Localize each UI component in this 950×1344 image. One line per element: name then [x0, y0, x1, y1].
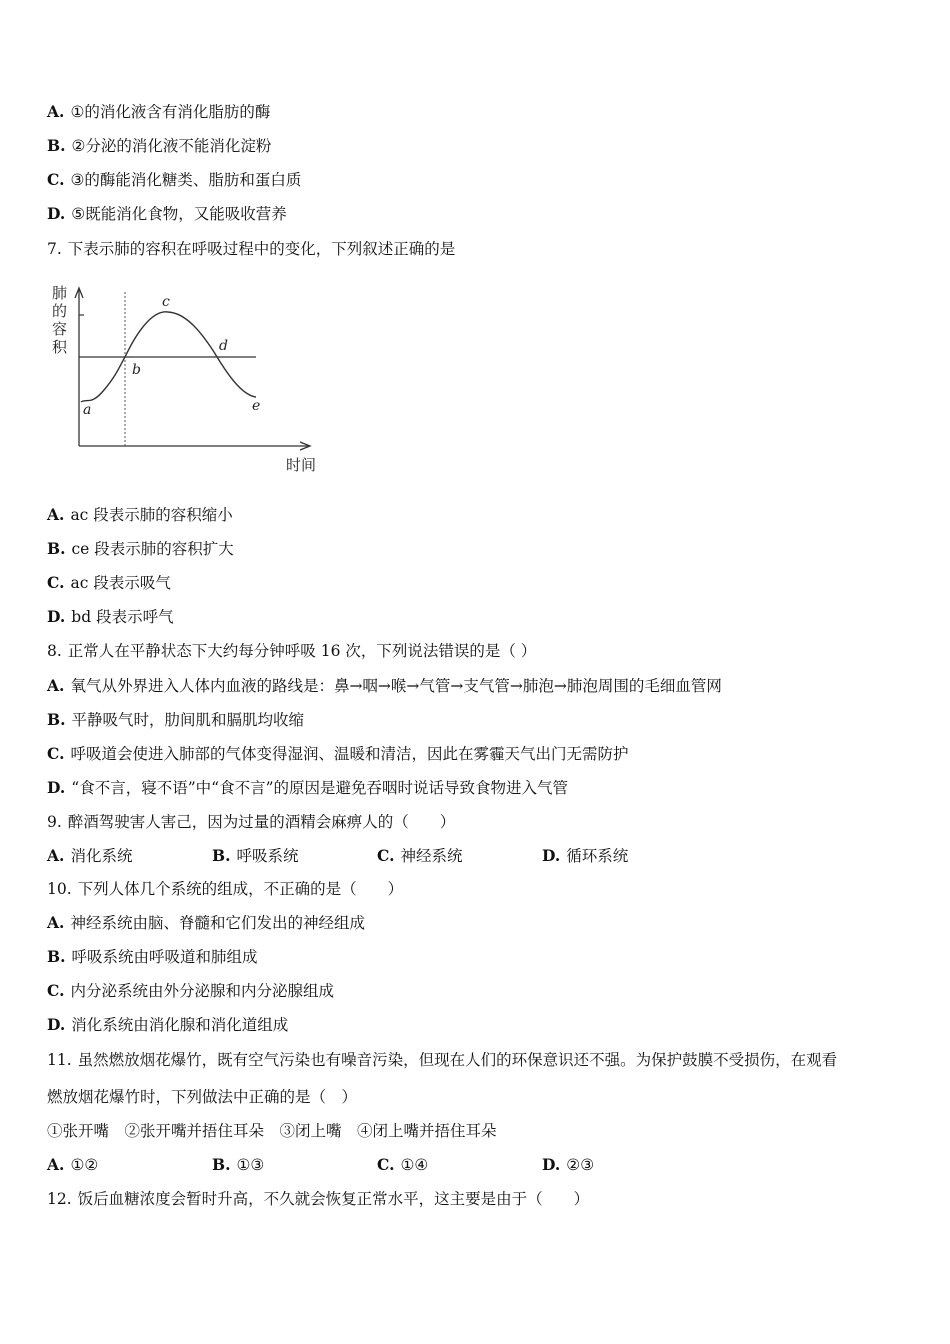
y-axis-label-char: 积	[52, 338, 68, 356]
q7-option-a	[47, 505, 233, 525]
option-text: ③的酶能消化糖类、脂肪和蛋白质	[70, 171, 302, 189]
q9-option-b	[212, 846, 299, 866]
question-text: 燃放烟花爆竹时，下列做法中正确的是（ ）	[47, 1088, 358, 1106]
q9-stem	[47, 812, 455, 832]
option-text: 神经系统由脑、脊髓和它们发出的神经组成	[70, 914, 365, 932]
option-label: B.	[212, 846, 231, 865]
q9-option-c	[377, 846, 462, 866]
option-text: bd 段表示呼气	[71, 608, 174, 626]
q6-option-a	[47, 102, 270, 122]
option-text: ac 段表示肺的容积缩小	[70, 506, 233, 524]
q8-option-b	[47, 710, 304, 730]
q6-option-b	[47, 136, 271, 156]
y-axis-label-char: 肺	[52, 284, 68, 302]
option-label: B.	[212, 1155, 231, 1174]
q8-option-d	[47, 778, 568, 798]
option-label: B.	[47, 710, 66, 729]
question-text: 虽然燃放烟花爆竹，既有空气污染也有噪音污染，但现在人们的环保意识还不强。为保护鼓膜不受损伤，在观看	[77, 1051, 838, 1069]
lung-volume-figure	[46, 280, 336, 484]
q11-stem-line2	[47, 1087, 357, 1107]
y-axis-label-char: 的	[52, 302, 68, 320]
q7-option-d	[47, 607, 174, 627]
question-text: 下表示肺的容积在呼吸过程中的变化，下列叙述正确的是	[67, 240, 456, 258]
point-c-label: c	[162, 294, 170, 310]
option-label: C.	[47, 981, 65, 1000]
option-label: D.	[542, 846, 561, 865]
question-text: 饭后血糖浓度会暂时升高，不久就会恢复正常水平，这主要是由于（ ）	[77, 1190, 590, 1208]
option-text: ①的消化液含有消化脂肪的酶	[70, 103, 271, 121]
option-label: D.	[47, 204, 66, 223]
option-label: A.	[47, 676, 65, 695]
option-text: 消化系统	[70, 847, 133, 865]
option-label: D.	[47, 1015, 66, 1034]
question-number: 11.	[47, 1051, 72, 1069]
lung-volume-graph	[46, 280, 336, 480]
question-number: 12.	[47, 1190, 72, 1208]
option-text: ②③	[566, 1156, 595, 1174]
question-text: 醉酒驾驶害人害己，因为过量的酒精会麻痹人的（ ）	[67, 813, 456, 831]
q11-stem-line1	[47, 1050, 837, 1070]
q6-option-d	[47, 204, 287, 224]
q12-stem	[47, 1189, 589, 1209]
q11-option-a	[47, 1155, 98, 1175]
option-text: 平静吸气时，肋间肌和膈肌均收缩	[71, 711, 305, 729]
x-axis-label: 时间	[286, 456, 317, 474]
question-number: 7.	[47, 240, 62, 258]
option-label: A.	[47, 1155, 65, 1174]
q10-stem	[47, 879, 403, 899]
question-number: 8.	[47, 642, 62, 660]
point-a-label: a	[83, 402, 92, 418]
option-text: 内分泌系统由外分泌腺和内分泌腺组成	[70, 982, 334, 1000]
q10-option-a	[47, 913, 365, 933]
point-b-label: b	[132, 362, 141, 378]
option-label: D.	[542, 1155, 561, 1174]
option-label: A.	[47, 913, 65, 932]
option-text: “食不言，寝不语”中“食不言”的原因是避免吞咽时说话导致食物进入气管	[71, 779, 568, 797]
q7-stem	[47, 239, 455, 259]
q9-option-d	[542, 846, 628, 866]
option-text: ce 段表示肺的容积扩大	[71, 540, 234, 558]
option-text: 神经系统	[400, 847, 463, 865]
point-e-label: e	[252, 398, 261, 414]
q6-option-c	[47, 170, 301, 190]
question-number: 9.	[47, 813, 62, 831]
option-label: C.	[47, 744, 65, 763]
option-text: ac 段表示吸气	[70, 574, 171, 592]
q7-option-c	[47, 573, 171, 593]
q8-stem	[47, 641, 536, 661]
q11-choices	[47, 1121, 497, 1141]
option-text: ①③	[236, 1156, 265, 1174]
option-text: 氧气从外界进入人体内血液的路线是：鼻→咽→喉→气管→支气管→肺泡→肺泡周围的毛细血管网	[70, 677, 722, 695]
option-label: C.	[47, 573, 65, 592]
option-label: D.	[47, 778, 66, 797]
q11-option-b	[212, 1155, 264, 1175]
question-number: 10.	[47, 880, 72, 898]
q8-option-c	[47, 744, 628, 764]
choices-text: ①张开嘴 ②张开嘴并捂住耳朵 ③闭上嘴 ④闭上嘴并捂住耳朵	[47, 1122, 497, 1140]
option-label: C.	[377, 846, 395, 865]
option-text: ⑤既能消化食物，又能吸收营养	[71, 205, 287, 223]
q9-option-a	[47, 846, 132, 866]
option-text: ①②	[70, 1156, 99, 1174]
option-label: B.	[47, 539, 66, 558]
option-label: B.	[47, 947, 66, 966]
option-text: 呼吸系统	[236, 847, 299, 865]
option-text: 循环系统	[566, 847, 629, 865]
question-text: 正常人在平静状态下大约每分钟呼吸 16 次，下列说法错误的是（ ）	[67, 642, 537, 660]
option-label: D.	[47, 607, 66, 626]
option-text: 消化系统由消化腺和消化道组成	[71, 1016, 289, 1034]
option-text: ②分泌的消化液不能消化淀粉	[71, 137, 272, 155]
q10-option-c	[47, 981, 334, 1001]
option-label: A.	[47, 102, 65, 121]
option-text: 呼吸系统由呼吸道和肺组成	[71, 948, 258, 966]
option-label: C.	[47, 170, 65, 189]
option-label: A.	[47, 846, 65, 865]
y-axis-label-char: 容	[52, 320, 68, 338]
q11-option-c	[377, 1155, 428, 1175]
q8-option-a	[47, 676, 722, 696]
option-label: B.	[47, 136, 66, 155]
option-label: A.	[47, 505, 65, 524]
question-text: 下列人体几个系统的组成，不正确的是（ ）	[77, 880, 404, 898]
point-d-label: d	[219, 338, 228, 354]
q10-option-b	[47, 947, 258, 967]
q7-option-b	[47, 539, 234, 559]
q10-option-d	[47, 1015, 288, 1035]
option-text: ①④	[400, 1156, 429, 1174]
q11-option-d	[542, 1155, 594, 1175]
option-label: C.	[377, 1155, 395, 1174]
option-text: 呼吸道会使进入肺部的气体变得湿润、温暖和清洁，因此在雾霾天气出门无需防护	[70, 745, 629, 763]
